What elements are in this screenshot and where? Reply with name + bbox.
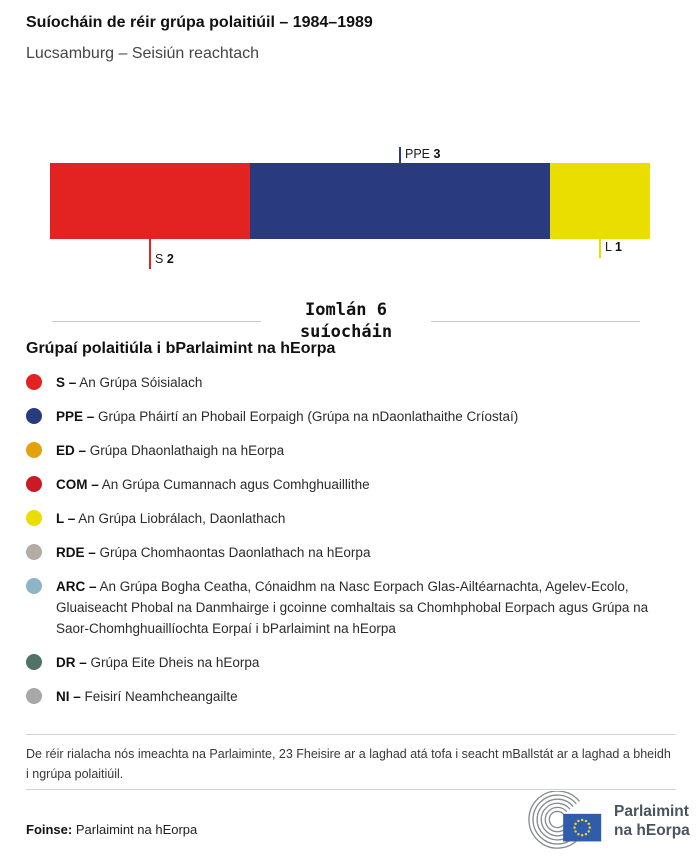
dr-dot-icon (26, 654, 42, 670)
seat-chart (50, 147, 650, 277)
legend-item-ppe (26, 406, 656, 427)
divider-line-right (431, 321, 640, 322)
legend-item-arc (26, 576, 656, 639)
total-seats-label (261, 299, 431, 343)
legend-item-l (26, 508, 656, 529)
seat-bar (50, 163, 650, 239)
com-dot-icon (26, 476, 42, 492)
legend-item-text: NI – Feisirí Neamhcheangailte (56, 689, 238, 704)
rule-above-note (26, 734, 676, 735)
legend-item-text: COM – An Grúpa Cumannach agus Comhghuaillithe (56, 477, 370, 492)
total-seats-line2: suíocháin (299, 322, 393, 342)
legend-item-text: ARC – An Grúpa Bogha Ceatha, Cónaidhm na Nasc Eorpach Glas-Ailtéarnachta, Agelev-Ecolo, Gluaiseacht Phobal na Danmhairge i gcoinne comhaltais sa Chomhphobal Eorpach agus Grúpa na Saor-Chomhghuaillíochta Eorpaí i bParlaimint na hEorpa (56, 579, 649, 636)
ed-dot-icon (26, 442, 42, 458)
callout-tick (399, 147, 401, 163)
callout-tick (149, 239, 151, 269)
callout-label: L 1 (605, 240, 622, 254)
callout-label: S 2 (155, 252, 174, 266)
legend-list (26, 372, 656, 720)
legend-item-rde (26, 542, 656, 563)
legend-item-text: L – An Grúpa Liobrálach, Daonlathach (56, 511, 286, 526)
footnote: De réir rialacha nós imeachta na Parlaiminte, 23 Fheisire ar a laghad atá tofa i seacht mBallstát ar a laghad a bheidh i ngrúpa polaitiúil. (26, 747, 671, 781)
legend-item-text: S – An Grúpa Sóisialach (56, 375, 203, 390)
legend-item-text: ED – Grúpa Dhaonlathaigh na hEorpa (56, 443, 285, 458)
bar-segment-s (50, 163, 250, 239)
legend-item-text: DR – Grúpa Eite Dheis na hEorpa (56, 655, 260, 670)
bar-segment-ppe (250, 163, 550, 239)
legend-item-dr (26, 652, 656, 673)
total-seats-line1: Iomlán 6 (305, 300, 387, 320)
ep-logo-line2: na hEorpa (614, 821, 690, 839)
arc-dot-icon (26, 578, 42, 594)
ep-logo-line1: Parlaimint (614, 802, 689, 820)
ppe-dot-icon (26, 408, 42, 424)
ni-dot-icon (26, 688, 42, 704)
legend-item-com (26, 474, 656, 495)
s-dot-icon (26, 374, 42, 390)
legend-heading: Grúpaí polaitiúla i bParlaimint na hEorpa (26, 340, 336, 357)
legend-item-ni (26, 686, 656, 707)
source-line (26, 822, 197, 837)
total-seats-banner (52, 299, 640, 343)
callout-tick (599, 239, 601, 258)
legend-item-ed (26, 440, 656, 461)
rule-below-note (26, 789, 676, 790)
eu-flag (563, 814, 601, 842)
legend-item-text: RDE – Grúpa Chomhaontas Daonlathach na hEorpa (56, 545, 371, 560)
l-dot-icon (26, 510, 42, 526)
ep-logo-text (614, 802, 690, 840)
source-value: Parlaimint na hEorpa (75, 822, 198, 837)
rde-dot-icon (26, 544, 42, 560)
divider-line-left (52, 321, 261, 322)
ep-logo (526, 791, 690, 850)
legend-item-text: PPE – Grúpa Pháirtí an Phobail Eorpaigh (Grúpa na nDaonlathaithe Críostaí) (56, 409, 519, 424)
callout-label: PPE 3 (405, 147, 441, 161)
legend-item-s (26, 372, 656, 393)
page-title: Suíocháin de réir grúpa polaitiúil – 1984–1989 (26, 14, 373, 31)
ep-hemicycle-icon (526, 791, 606, 850)
source-label: Foinse: (26, 822, 73, 837)
bar-segment-l (550, 163, 650, 239)
page-subtitle: Lucsamburg – Seisiún reachtach (26, 45, 260, 62)
